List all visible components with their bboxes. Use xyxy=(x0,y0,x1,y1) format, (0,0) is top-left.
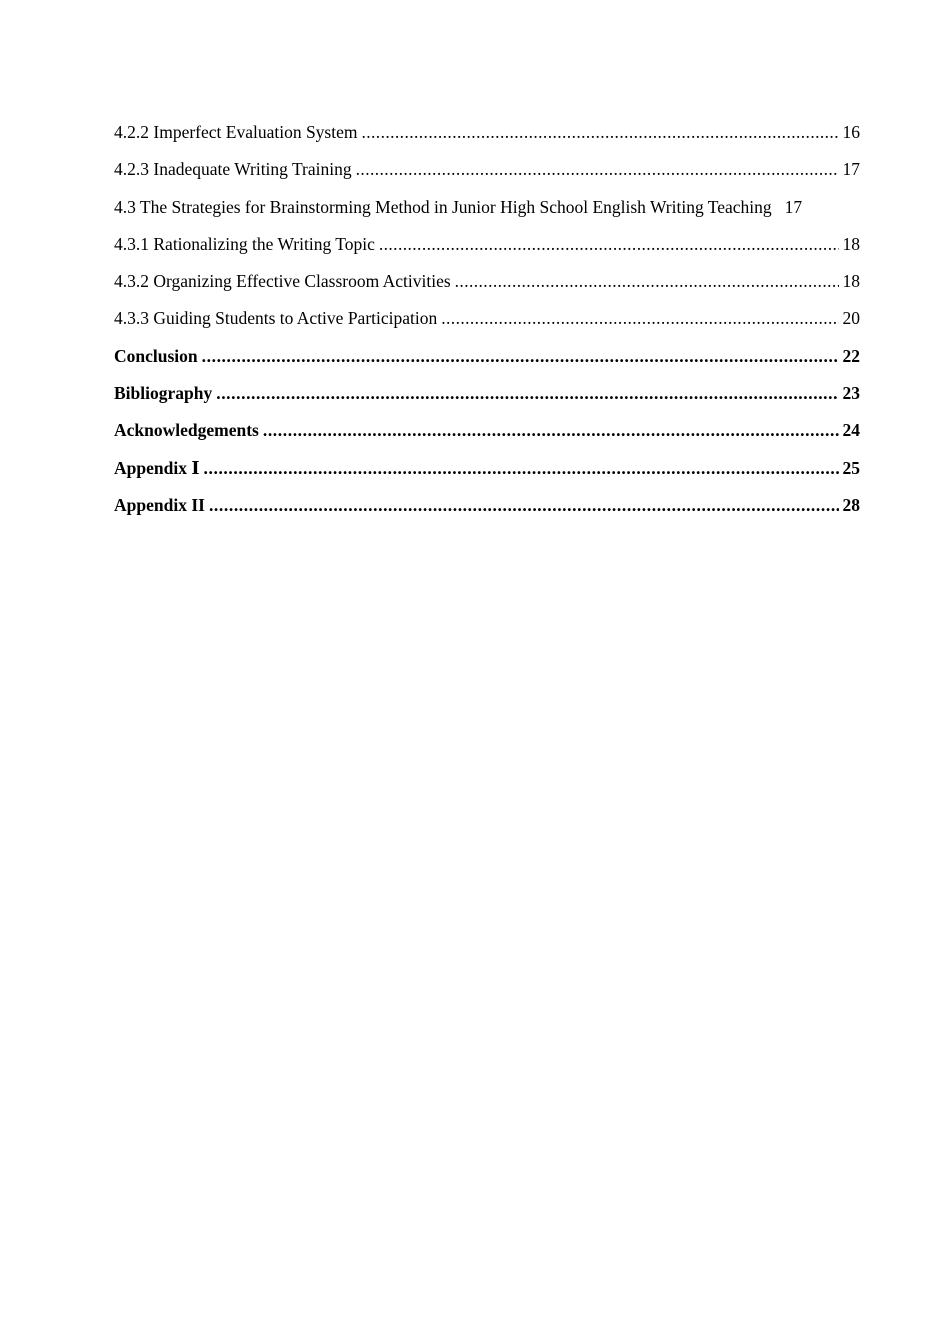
toc-page-number: 28 xyxy=(842,494,860,515)
toc-entry-appendix-1[interactable] xyxy=(114,456,860,493)
toc-entry-title: Conclusion xyxy=(114,345,198,366)
toc-entry-4-3-1[interactable] xyxy=(114,232,860,269)
toc-dot-leader xyxy=(263,418,839,442)
toc-entry-4-2-3[interactable] xyxy=(114,157,860,194)
table-of-contents xyxy=(114,120,860,530)
toc-dot-leader xyxy=(361,120,838,144)
toc-entry-4-3-2[interactable] xyxy=(114,269,860,306)
toc-entry-title: Appendix Ⅰ xyxy=(114,457,200,478)
toc-page-number: 24 xyxy=(842,420,860,441)
toc-entry-4-3[interactable] xyxy=(114,195,860,232)
toc-dot-leader xyxy=(204,456,839,480)
toc-entry-title: 4.3.3 Guiding Students to Active Participation xyxy=(114,308,438,329)
toc-entry-title: 4.3.1 Rationalizing the Writing Topic xyxy=(114,233,375,254)
toc-page-number: 17 xyxy=(842,159,860,180)
toc-page-number: 25 xyxy=(842,457,860,478)
toc-entry-title: 4.2.3 Inadequate Writing Training xyxy=(114,159,352,180)
toc-dot-leader xyxy=(202,344,839,368)
toc-entry-title-condensed: 4.3.2 Organizing Effective Classroom xyxy=(114,271,380,292)
toc-page-number: 17 xyxy=(784,196,803,217)
toc-entry-bibliography[interactable] xyxy=(114,381,860,418)
toc-dot-leader xyxy=(441,306,838,330)
toc-entry-title: 4.3 The Strategies for Brainstorming Method in Junior High School English Writing Teaching xyxy=(114,196,772,217)
toc-page-number: 20 xyxy=(842,308,860,329)
toc-page-number: 16 xyxy=(842,122,860,142)
toc-entry-title: Bibliography xyxy=(114,383,213,404)
toc-dot-leader xyxy=(356,157,839,181)
toc-entry-4-3-3[interactable] xyxy=(114,306,860,343)
toc-entry-title: Appendix II xyxy=(114,494,205,515)
toc-dot-leader xyxy=(216,381,838,405)
toc-dot-leader xyxy=(455,269,839,293)
toc-page-number: 18 xyxy=(842,233,860,254)
toc-entry-4-2-2[interactable] xyxy=(114,120,860,157)
toc-entry-title: 4.2.2 Imperfect Evaluation System xyxy=(114,122,358,142)
toc-entry-appendix-2[interactable] xyxy=(114,493,860,530)
toc-page-number: 22 xyxy=(842,345,860,366)
toc-entry-title xyxy=(114,269,451,293)
toc-page-number: 18 xyxy=(842,271,860,292)
toc-dot-leader xyxy=(209,493,839,517)
toc-dot-leader xyxy=(379,232,839,256)
toc-entry-title: Acknowledgements xyxy=(114,420,259,441)
toc-entry-acknowledgements[interactable] xyxy=(114,418,860,455)
toc-page-number: 23 xyxy=(842,383,860,404)
toc-entry-title-rest: Activities xyxy=(379,271,451,292)
toc-entry-conclusion[interactable] xyxy=(114,344,860,381)
